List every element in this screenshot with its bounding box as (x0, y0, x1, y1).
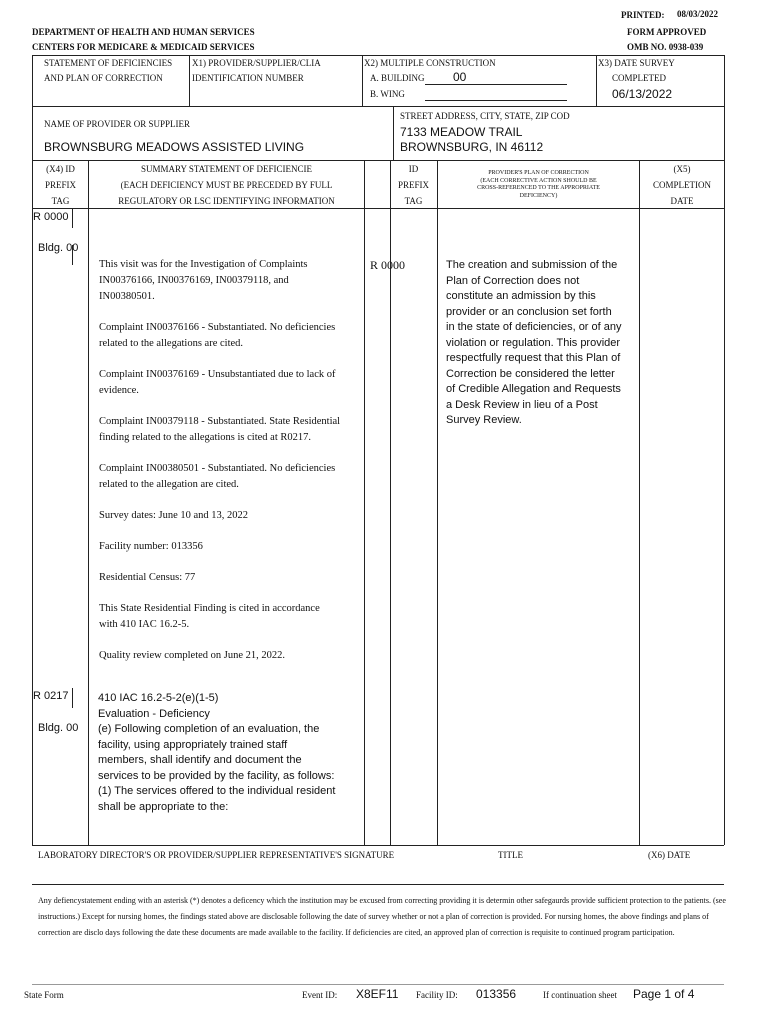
plan-header-3: CROSS-REFERENCED TO THE APPROPRIATE (477, 185, 600, 191)
title-label: TITLE (498, 850, 523, 860)
r0000-tag: R 0000 (33, 211, 69, 223)
plan-header-4: DEFICIENCY) (519, 192, 558, 199)
summary-paragraph: Complaint IN00380501 - Substantiated. No deficiencies related to the allegation are cited. (99, 463, 336, 490)
facility-id-value: 013356 (476, 987, 517, 1001)
statement-label-2: AND PLAN OF CORRECTION (44, 73, 163, 83)
form-approved: FORM APPROVED (627, 27, 707, 37)
r0000-plan-tag: R 0000 (370, 258, 406, 272)
summary-paragraph: Quality review completed on June 21, 2022. (99, 650, 286, 661)
x5-header-3: DATE (670, 196, 694, 206)
omb-number: OMB NO. 0938-039 (627, 42, 704, 52)
x1-label-1: X1) PROVIDER/SUPPLIER/CLIA (192, 58, 321, 68)
centers-line: CENTERS FOR MEDICARE & MEDICAID SERVICES (32, 42, 255, 52)
department-line: DEPARTMENT OF HEALTH AND HUMAN SERVICES (32, 27, 255, 37)
wing-label: B. WING (370, 89, 405, 99)
plan-header-1: PROVIDER'S PLAN OF CORRECTION (488, 170, 589, 176)
printed-label: PRINTED: (621, 10, 665, 20)
x1-label-2: IDENTIFICATION NUMBER (192, 73, 304, 83)
summary-paragraph: Facility number: 013356 (99, 541, 203, 552)
summary-header-1: SUMMARY STATEMENT OF DEFICIENCIE (140, 164, 313, 174)
summary-paragraph: Complaint IN00379118 - Substantiated. State Residential finding related to the allegations is cited at R0217. (99, 416, 341, 443)
building-label: A. BUILDING (370, 73, 425, 83)
x5-header-1: (X5) (673, 164, 691, 174)
continuation-label: If continuation sheet (543, 990, 617, 1000)
x3-label-2: COMPLETED (612, 73, 666, 83)
r0217-deficiency-text: 410 IAC 16.2-5-2(e)(1-5) Evaluation - Deficiency (e) Following completion of an evaluation, the facility, using appropriately trained staff members, shall identify and document the services to be provided by the facility, as follows: (1) The services offered to the individual resident shall be appropriate to the: (98, 692, 336, 813)
summary-paragraph: Complaint IN00376169 - Unsubstantiated due to lack of evidence. (99, 369, 336, 396)
provider-name: BROWNSBURG MEADOWS ASSISTED LIVING (44, 140, 305, 154)
address-line-1: 7133 MEADOW TRAIL (400, 125, 523, 139)
state-form-label: State Form (24, 990, 64, 1000)
page-number: Page 1 of 4 (633, 987, 695, 1001)
summary-statement (99, 257, 341, 679)
statement-label-1: STATEMENT OF DEFICIENCIES (44, 58, 173, 68)
address-line-2: BROWNSBURG, IN 46112 (400, 140, 544, 154)
x4-header-1: (X4) ID (46, 164, 75, 174)
id-header-1: ID (408, 164, 419, 174)
r0000-building: Bldg. 00 (38, 242, 79, 254)
summary-paragraph: Complaint IN00376166 - Substantiated. No deficiencies related to the allegations are cited. (99, 322, 336, 349)
survey-completed-date: 06/13/2022 (612, 87, 673, 101)
x2-label: X2) MULTIPLE CONSTRUCTION (364, 58, 496, 68)
summary-paragraph: Residential Census: 77 (99, 572, 196, 583)
x6-date-label: (X6) DATE (648, 850, 691, 860)
plan-of-correction-text: The creation and submission of the Plan of Correction does not constitute an admission by this provider or an conclusion set forth in the state of deficiencies, or of any violation or regulation. This provider respectfully request that this Plan of Correction be considered the letter of Credible Allegation and Requests a Desk Review in lieu of a Post Survey Review. (446, 259, 622, 426)
id-header-3: TAG (404, 196, 423, 206)
plan-header (438, 170, 639, 200)
event-id-value: X8EF11 (356, 987, 399, 1001)
summary-header-3: REGULATORY OR LSC IDENTIFYING INFORMATION (118, 196, 335, 206)
x4-header-3: TAG (51, 196, 70, 206)
r0217-building: Bldg. 00 (38, 722, 79, 734)
event-id-label: Event ID: (302, 990, 338, 1000)
facility-id-label: Facility ID: (416, 990, 458, 1000)
printed-date: 08/03/2022 (677, 9, 719, 19)
summary-header-2: (EACH DEFICIENCY MUST BE PRECEDED BY FULL (120, 180, 333, 190)
r0217-tag: R 0217 (33, 690, 69, 702)
plan-header-2: (EACH CORRECTIVE ACTION SHOULD BE (480, 177, 597, 184)
address-label: STREET ADDRESS, CITY, STATE, ZIP COD (400, 111, 570, 121)
x4-header-2: PREFIX (44, 180, 76, 190)
summary-paragraph: This visit was for the Investigation of Complaints IN00376166, IN00376169, IN00379118, and IN00380501. (99, 259, 308, 302)
summary-paragraph: This State Residential Finding is cited in accordance with 410 IAC 16.2-5. (99, 603, 320, 630)
disclaimer-text: Any defiencystatement ending with an asterisk (*) denotes a deficency which the institution may be excused from correcting providing it is determin other safegaurds provide sufficient protection to the patients. (see instructions.) Except for nursing homes, the findings stated above are disclosable following the date of survey whether or not a plan of correction is provided. For nursing homes, the above findings and plans of correction are disclo days following the date these documents are made available to the facility. If deficiencies are cited, an approved plan of correction is requisite to continued program participation. (38, 896, 726, 937)
signature-label: LABORATORY DIRECTOR'S OR PROVIDER/SUPPLIER REPRESENTATIVE'S SIGNATURE (38, 850, 395, 860)
x5-header-2: COMPLETION (653, 180, 711, 190)
building-value: 00 (453, 70, 467, 84)
x3-label-1: X3) DATE SURVEY (598, 58, 675, 68)
provider-name-label: NAME OF PROVIDER OR SUPPLIER (44, 119, 191, 129)
id-header-2: PREFIX (397, 180, 429, 190)
summary-paragraph: Survey dates: June 10 and 13, 2022 (99, 510, 249, 521)
